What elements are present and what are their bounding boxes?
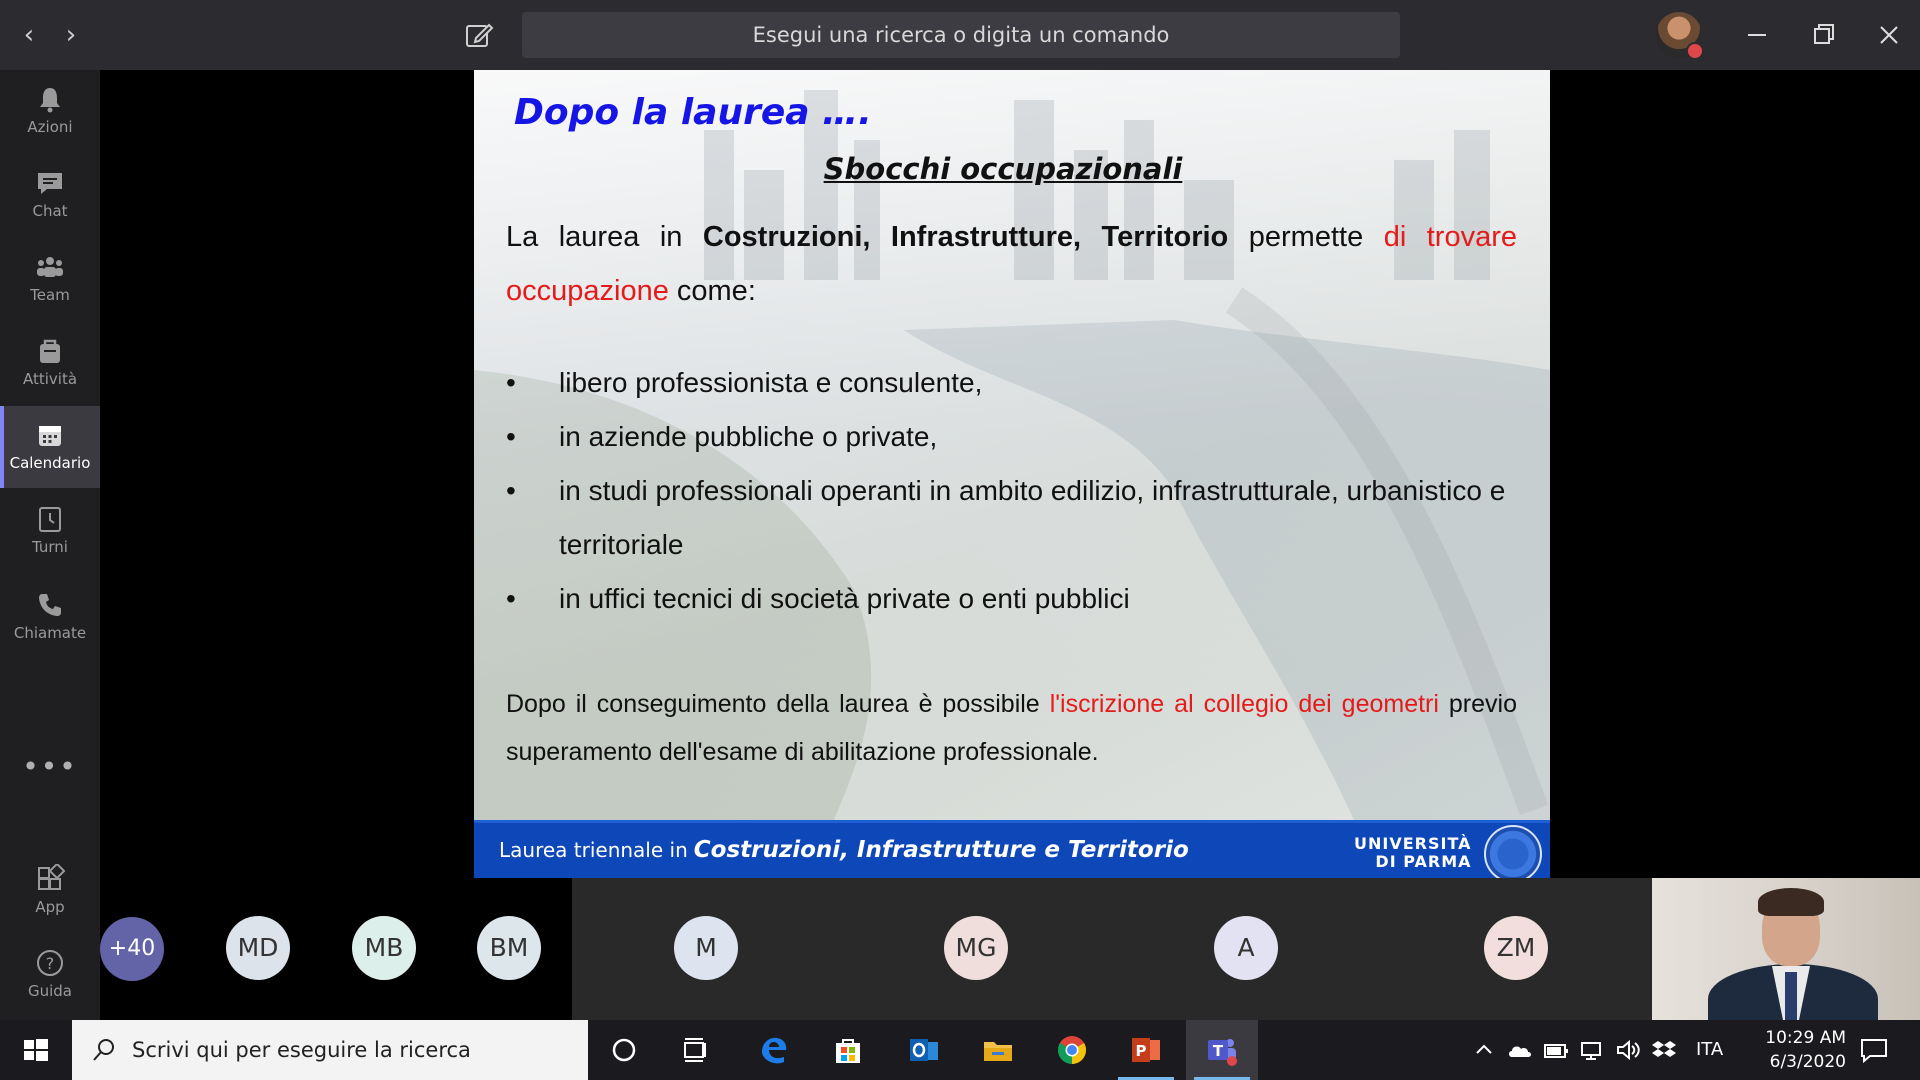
- taskbar-teams[interactable]: [1186, 1020, 1258, 1080]
- degree-name: Costruzioni, Infrastrutture, Territorio: [702, 221, 1229, 253]
- teams-icon: [1206, 1034, 1238, 1066]
- footer-course-name: Costruzioni, Infrastrutture e Territorio: [693, 837, 1189, 863]
- shifts-clock-icon: [35, 504, 65, 534]
- taskbar-search-placeholder: Scrivi qui per eseguire la ricerca: [132, 1038, 471, 1062]
- calendar-icon: [35, 420, 65, 450]
- cortana-button[interactable]: [588, 1020, 660, 1080]
- participant-avatar[interactable]: [1484, 916, 1548, 980]
- bell-icon: [35, 84, 65, 114]
- slide-footer: [474, 820, 1550, 878]
- dropbox-icon[interactable]: [1650, 1038, 1678, 1062]
- folder-icon: [982, 1034, 1014, 1066]
- highlight-text: l'iscrizione al collegio dei geometri: [1049, 690, 1439, 718]
- participant-initials: ZM: [1496, 933, 1536, 962]
- taskbar-powerpoint[interactable]: [1110, 1020, 1182, 1080]
- tray-chevron-up-icon[interactable]: [1472, 1038, 1496, 1062]
- cortana-icon: [608, 1034, 640, 1066]
- phone-icon: [35, 590, 65, 620]
- app-rail: [0, 70, 100, 1020]
- participant-initials: MB: [364, 933, 404, 962]
- rail-item-label: Chiamate: [13, 624, 87, 642]
- task-view-button[interactable]: [660, 1020, 732, 1080]
- team-icon: [35, 252, 65, 282]
- footer-course: [499, 837, 1189, 863]
- taskbar-search-box[interactable]: [72, 1020, 588, 1080]
- assignments-icon: [35, 336, 65, 366]
- network-icon[interactable]: [1578, 1038, 1606, 1062]
- chrome-icon: [1056, 1034, 1088, 1066]
- text-run: previo superamento dell'esame di abilitazione professionale.: [506, 690, 1517, 766]
- bullet: •: [506, 475, 516, 506]
- bullet: •: [506, 583, 516, 614]
- help-icon: [35, 948, 65, 978]
- windows-start-icon[interactable]: [0, 1020, 72, 1080]
- command-search-box[interactable]: Esegui una ricerca o digita un comando: [522, 12, 1400, 58]
- participant-initials: MD: [237, 933, 279, 962]
- text-run: La laurea in: [506, 221, 703, 253]
- rail-item-label: App: [35, 898, 65, 916]
- rail-item-label: Azioni: [27, 118, 73, 136]
- minimize-icon[interactable]: [1740, 18, 1774, 52]
- bullet: •: [506, 367, 516, 398]
- apps-icon: [35, 864, 65, 894]
- clock-time: 10:29 AM: [1765, 1028, 1846, 1048]
- edge-browser-icon: [758, 1034, 790, 1066]
- speaker-hair: [1758, 888, 1824, 916]
- university-logo-text: [1354, 835, 1472, 871]
- input-language-indicator[interactable]: ITA: [1696, 1039, 1724, 1060]
- battery-icon[interactable]: [1542, 1038, 1570, 1062]
- notification-center-icon[interactable]: [1858, 1034, 1890, 1066]
- footer-prefix: Laurea triennale in: [499, 838, 688, 862]
- rail-item-label: Guida: [27, 982, 72, 1000]
- university-seal-icon: [1484, 825, 1542, 878]
- participant-avatar[interactable]: [226, 916, 290, 980]
- new-chat-icon[interactable]: [464, 20, 494, 50]
- slide-title: Dopo la laurea ….: [514, 92, 872, 133]
- rail-item-calendario[interactable]: [0, 406, 100, 488]
- search-icon: [90, 1036, 118, 1064]
- participant-initials: A: [1237, 933, 1255, 962]
- rail-item-attivita[interactable]: [0, 322, 100, 404]
- onedrive-cloud-icon[interactable]: [1506, 1038, 1534, 1062]
- list-item-text: libero professionista e consulente,: [559, 367, 983, 398]
- taskbar-outlook[interactable]: [888, 1020, 960, 1080]
- windows-taskbar: [0, 1020, 1920, 1080]
- rail-item-label: Attività: [22, 370, 78, 388]
- taskbar-file-explorer[interactable]: [962, 1020, 1034, 1080]
- title-bar: [0, 0, 1920, 70]
- career-list: [506, 356, 1517, 626]
- clock-date: 6/3/2020: [1769, 1052, 1846, 1072]
- shared-slide: [474, 70, 1550, 878]
- participant-initials: BM: [489, 933, 529, 962]
- rail-item-label: Calendario: [9, 454, 91, 472]
- svg-text:P: P: [1135, 1042, 1147, 1060]
- speaker-tie: [1785, 972, 1797, 1020]
- list-item-text: in uffici tecnici di società private o enti pubblici: [559, 583, 1130, 614]
- user-avatar[interactable]: [1656, 12, 1702, 58]
- intro-paragraph: [506, 210, 1517, 318]
- back-arrow-icon[interactable]: ‹: [23, 20, 35, 50]
- restore-icon[interactable]: [1806, 18, 1840, 52]
- participant-avatar[interactable]: [944, 916, 1008, 980]
- rail-item-team[interactable]: [0, 238, 100, 320]
- list-item: [506, 572, 1517, 626]
- uni-line: UNIVERSITÀ: [1354, 834, 1472, 853]
- uni-line: DI PARMA: [1375, 852, 1472, 871]
- outlook-icon: [908, 1034, 940, 1066]
- participant-initials: M: [695, 933, 717, 962]
- presence-status-icon: [1686, 42, 1704, 60]
- taskbar-edge[interactable]: [738, 1020, 810, 1080]
- list-item: [506, 410, 1517, 464]
- rail-item-turni[interactable]: [0, 490, 100, 572]
- close-icon[interactable]: [1872, 18, 1906, 52]
- rail-item-label: Team: [30, 286, 70, 304]
- text-run: come:: [668, 275, 756, 307]
- more-apps-icon[interactable]: •••: [22, 750, 78, 783]
- list-item: [506, 464, 1517, 572]
- svg-text:?: ?: [45, 954, 55, 973]
- store-bag-icon: [832, 1034, 864, 1066]
- bullet: •: [506, 421, 516, 452]
- taskbar-store[interactable]: [812, 1020, 884, 1080]
- list-item-text: in studi professionali operanti in ambito edilizio, infrastrutturale, urbanistico e territoriale: [559, 475, 1506, 560]
- text-run: Dopo il conseguimento della laurea è possibile: [506, 690, 1050, 718]
- forward-arrow-icon[interactable]: ›: [65, 20, 77, 50]
- rail-item-chiamate[interactable]: [0, 576, 100, 658]
- list-item: [506, 356, 1517, 410]
- rail-item-app[interactable]: [0, 850, 100, 932]
- rail-item-guida[interactable]: [0, 934, 100, 1016]
- more-participants-button[interactable]: +40: [100, 917, 164, 981]
- rail-item-label: Turni: [32, 538, 68, 556]
- highlight-text: di trovare occupazione: [506, 221, 1517, 307]
- rail-item-azioni[interactable]: [0, 70, 100, 152]
- powerpoint-icon: [1130, 1034, 1162, 1066]
- slide-subtitle: Sbocchi occupazionali: [823, 152, 1183, 186]
- rail-item-label: Chat: [32, 202, 68, 220]
- svg-text:T: T: [1212, 1042, 1224, 1060]
- speaker-video[interactable]: [1652, 878, 1920, 1020]
- chat-icon: [35, 168, 65, 198]
- list-item-text: in aziende pubbliche o private,: [559, 421, 938, 452]
- participant-avatar[interactable]: [674, 916, 738, 980]
- task-view-icon: [680, 1034, 712, 1066]
- closing-paragraph: [506, 680, 1517, 776]
- text-run: permette: [1228, 221, 1384, 253]
- taskbar-clock[interactable]: [1726, 1026, 1846, 1074]
- participant-avatar[interactable]: [477, 916, 541, 980]
- participant-initials: MG: [955, 933, 997, 962]
- volume-icon[interactable]: [1614, 1038, 1642, 1062]
- taskbar-chrome[interactable]: [1036, 1020, 1108, 1080]
- rail-item-chat[interactable]: [0, 154, 100, 236]
- participant-avatar[interactable]: [352, 916, 416, 980]
- participant-avatar[interactable]: [1214, 916, 1278, 980]
